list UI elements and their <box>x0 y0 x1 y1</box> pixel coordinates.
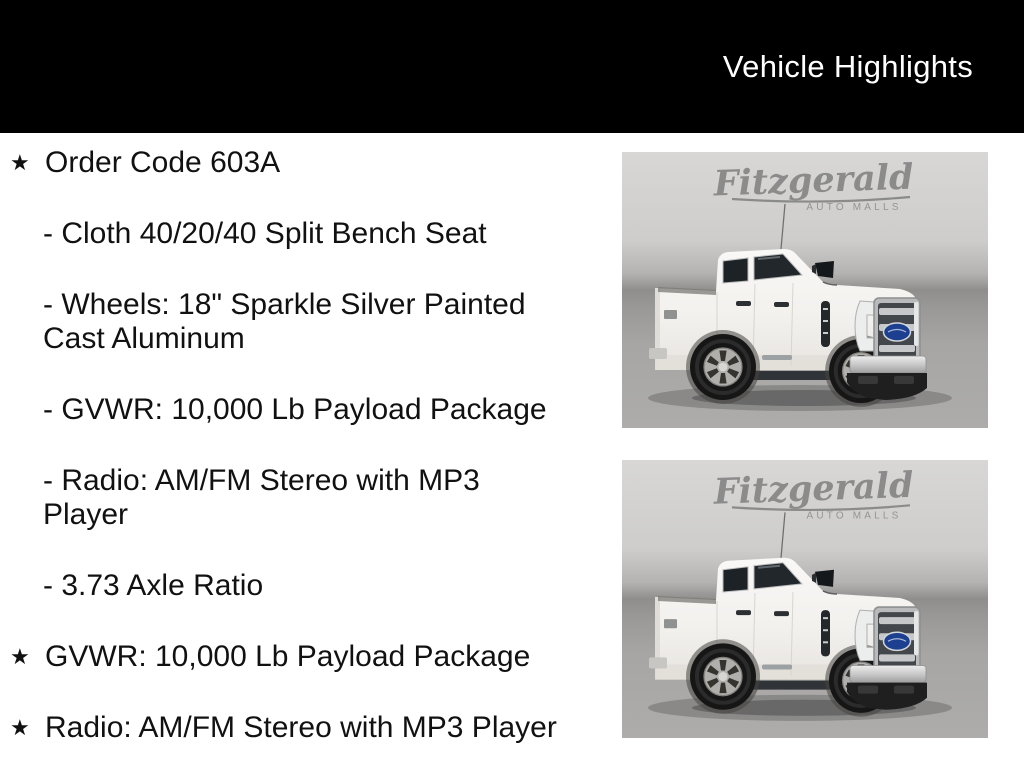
highlight-item-star <box>0 711 565 745</box>
vehicle-highlights-list <box>0 146 585 782</box>
highlight-item-dash <box>0 464 558 532</box>
page-title: Vehicle Highlights <box>722 48 973 84</box>
highlight-item-dash <box>0 569 558 603</box>
highlight-text: - Radio: AM/FM Stereo with MP3 Player <box>43 464 480 531</box>
highlight-text: GVWR: 10,000 Lb Payload Package <box>45 640 531 673</box>
highlight-text: Order Code 603A <box>45 146 281 179</box>
star-bullet-icon: ★ <box>10 644 30 669</box>
star-bullet-icon: ★ <box>10 715 30 740</box>
truck-photo-illustration <box>622 152 988 428</box>
highlight-item-star <box>0 640 565 674</box>
highlight-item-dash <box>0 288 558 356</box>
dealer-watermark-script: Fitzgerald <box>713 464 915 513</box>
truck-photo-illustration <box>622 460 988 738</box>
vehicle-photo-2 <box>622 460 988 738</box>
dealer-watermark-subtext: AUTO MALLS <box>806 202 902 213</box>
highlight-item-star <box>0 146 565 180</box>
vehicle-photo-1 <box>622 152 988 428</box>
highlight-item-dash <box>0 217 558 251</box>
highlight-text: - 3.73 Axle Ratio <box>43 569 264 602</box>
highlight-item-dash <box>0 393 558 427</box>
star-bullet-icon: ★ <box>10 150 30 175</box>
highlight-text: - Cloth 40/20/40 Split Bench Seat <box>43 217 487 250</box>
dealer-watermark-script: Fitzgerald <box>713 156 915 205</box>
dealer-watermark-subtext: AUTO MALLS <box>806 510 902 522</box>
highlight-text: - Wheels: 18" Sparkle Silver Painted Cast Aluminum <box>43 288 526 355</box>
highlight-text: - GVWR: 10,000 Lb Payload Package <box>43 393 547 426</box>
slide-header <box>0 0 1024 133</box>
highlight-text: Radio: AM/FM Stereo with MP3 Player <box>45 711 557 744</box>
